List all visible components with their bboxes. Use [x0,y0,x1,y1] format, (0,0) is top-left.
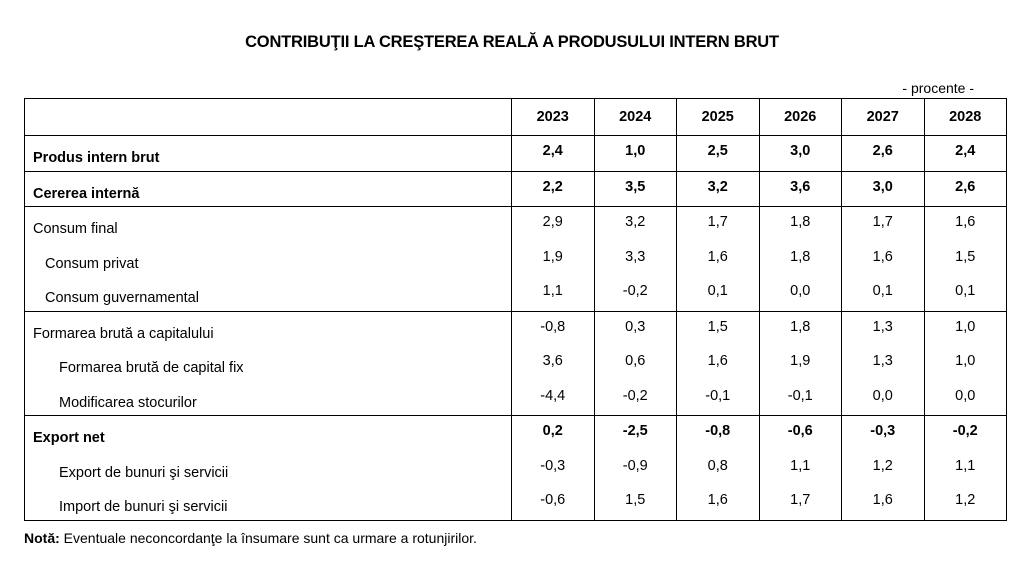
table-cell: 0,0 [842,381,925,416]
table-cell: 1,6 [677,485,760,520]
unit-label: - procente - [902,80,974,96]
table-cell: 3,6 [759,171,842,207]
table-cell: -0,9 [594,451,677,486]
table-cell: 1,7 [842,207,925,242]
row-label: Export de bunuri şi servicii [25,451,512,486]
table-cell: 0,2 [512,416,595,451]
table-cell: 0,3 [594,311,677,346]
table-cell: 1,6 [924,207,1007,242]
table-cell: -0,2 [924,416,1007,451]
row-label: Produs intern brut [25,136,512,172]
footnote [24,530,477,546]
year-header: 2025 [677,99,760,136]
row-label: Formarea brută de capital fix [25,346,512,381]
table-cell: 0,6 [594,346,677,381]
row-label: Import de bunuri şi servicii [25,485,512,520]
table-cell: 2,4 [512,136,595,172]
table-row [25,485,1007,520]
table-cell: 3,3 [594,242,677,277]
table-cell: 0,0 [924,381,1007,416]
table-cell: -2,5 [594,416,677,451]
table-cell: -0,1 [677,381,760,416]
table-cell: 1,0 [924,311,1007,346]
table-cell: 1,5 [594,485,677,520]
table-cell: 1,0 [924,346,1007,381]
table-cell: 1,5 [924,242,1007,277]
table-cell: 1,1 [924,451,1007,486]
table-row [25,451,1007,486]
table-row [25,346,1007,381]
table-cell: 3,0 [842,171,925,207]
table-cell: 1,2 [842,451,925,486]
table-cell: 2,2 [512,171,595,207]
table-cell: -0,1 [759,381,842,416]
table-cell: 0,1 [842,276,925,311]
table-cell: 2,5 [677,136,760,172]
table-cell: -0,2 [594,276,677,311]
table-row [25,381,1007,416]
table-cell: -0,3 [512,451,595,486]
table-cell: 0,8 [677,451,760,486]
table-row [25,171,1007,207]
table-cell: 2,6 [924,171,1007,207]
year-header: 2023 [512,99,595,136]
table-cell: 1,1 [512,276,595,311]
footnote-label: Notă: [24,530,60,546]
table-cell: 2,4 [924,136,1007,172]
table-row [25,416,1007,451]
table-cell: 3,2 [677,171,760,207]
table-cell: 3,5 [594,171,677,207]
table-cell: 1,8 [759,207,842,242]
row-label: Consum final [25,207,512,242]
table-cell: 1,5 [677,311,760,346]
table-cell: 0,1 [677,276,760,311]
table-cell: -0,3 [842,416,925,451]
table-row [25,311,1007,346]
table-cell: -0,8 [512,311,595,346]
table-cell: 1,0 [594,136,677,172]
footnote-text: Eventuale neconcordanţe la însumare sunt ca urmare a rotunjirilor. [59,530,477,546]
table-cell: 1,9 [759,346,842,381]
year-header: 2027 [842,99,925,136]
year-header: 2026 [759,99,842,136]
table-cell: 1,2 [924,485,1007,520]
table-cell: 1,6 [677,242,760,277]
table-title: CONTRIBUŢII LA CREŞTEREA REALĂ A PRODUSULUI INTERN BRUT [245,33,779,51]
row-label: Cererea internă [25,171,512,207]
row-label: Consum privat [25,242,512,277]
table-row [25,207,1007,242]
table-cell: -0,6 [759,416,842,451]
table-cell: -0,2 [594,381,677,416]
table-cell: 1,6 [842,242,925,277]
row-label: Export net [25,416,512,451]
table-cell: 2,9 [512,207,595,242]
table-cell: 1,3 [842,311,925,346]
table-cell: 2,6 [842,136,925,172]
table-cell: -4,4 [512,381,595,416]
table-cell: 1,7 [677,207,760,242]
table-cell: 1,6 [842,485,925,520]
table-cell: 1,7 [759,485,842,520]
table-cell: 1,6 [677,346,760,381]
table-row [25,242,1007,277]
table-cell: 1,8 [759,311,842,346]
year-header: 2028 [924,99,1007,136]
table-cell: 0,1 [924,276,1007,311]
row-label: Consum guvernamental [25,276,512,311]
table-cell: 3,6 [512,346,595,381]
table-cell: 1,8 [759,242,842,277]
row-label: Modificarea stocurilor [25,381,512,416]
row-label: Formarea brută a capitalului [25,311,512,346]
table-cell: 3,2 [594,207,677,242]
year-header: 2024 [594,99,677,136]
table-cell: 1,3 [842,346,925,381]
table-row [25,136,1007,172]
table-cell: 1,9 [512,242,595,277]
table-cell: 1,1 [759,451,842,486]
table-cell: 3,0 [759,136,842,172]
header-row [25,99,1007,136]
table-cell: 0,0 [759,276,842,311]
table-cell: -0,8 [677,416,760,451]
header-corner-cell [25,99,512,136]
gdp-contributions-table [24,98,1007,521]
table-cell: -0,6 [512,485,595,520]
table-row [25,276,1007,311]
